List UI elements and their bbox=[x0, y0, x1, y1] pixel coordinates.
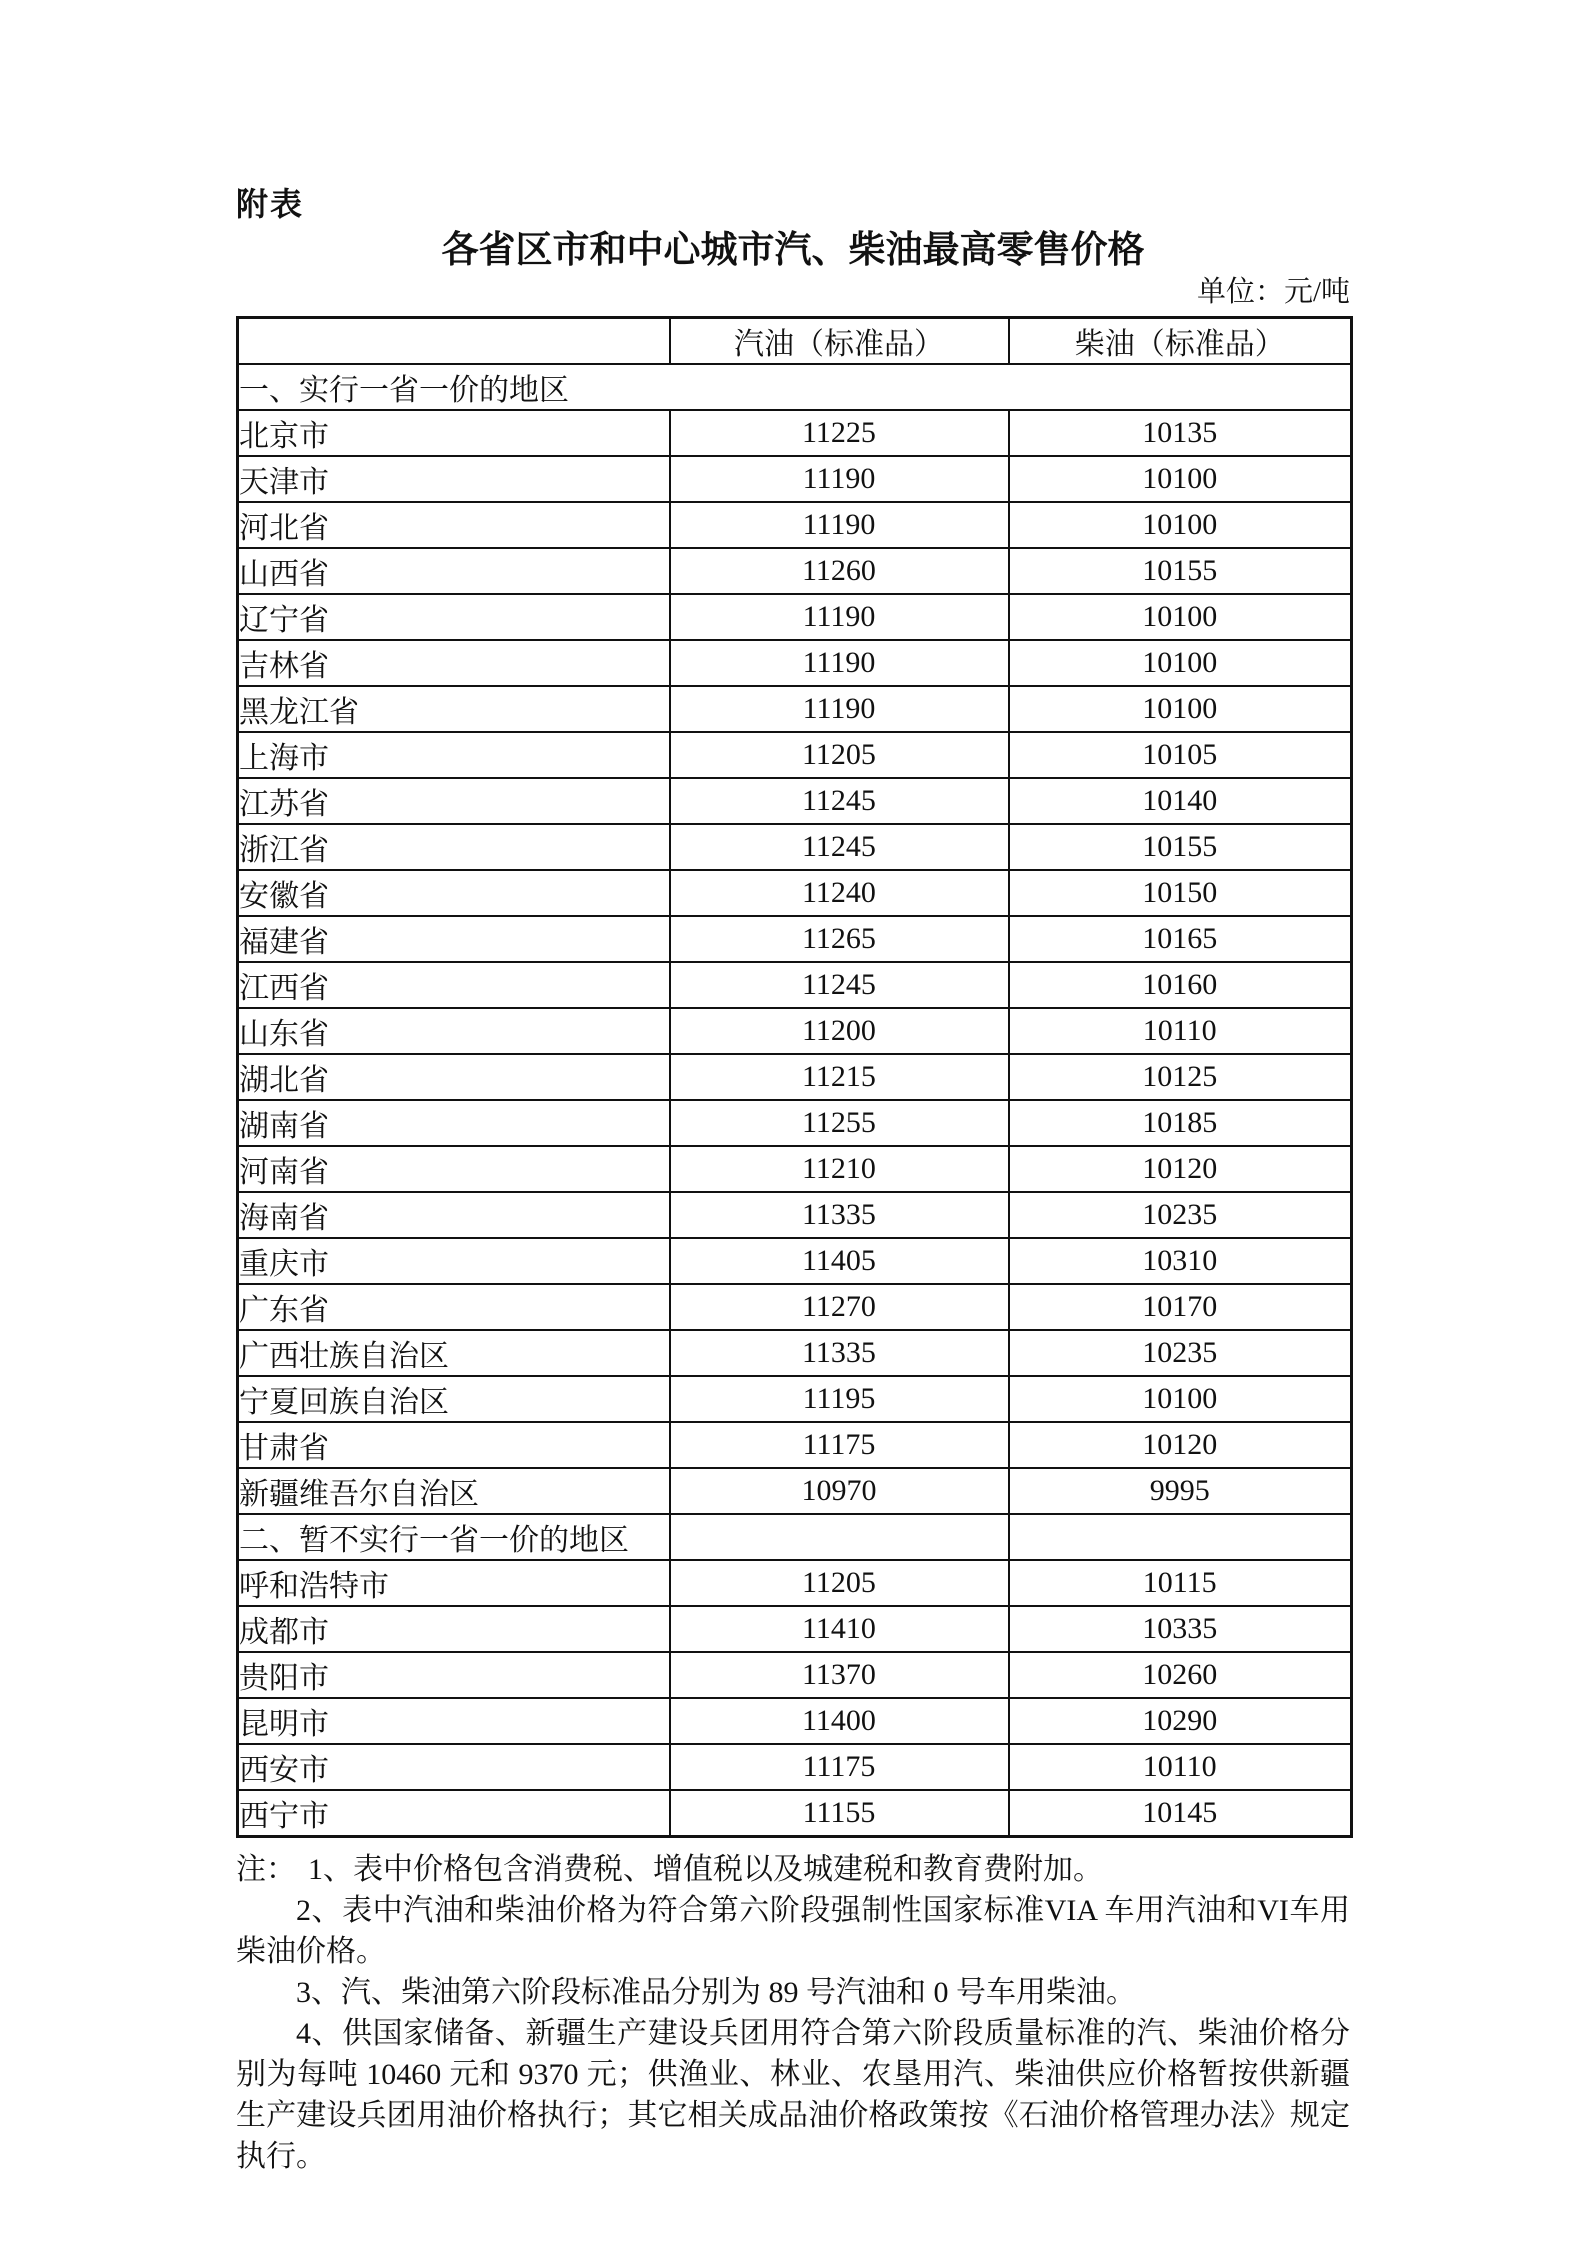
region-cell: 辽宁省 bbox=[238, 594, 670, 640]
diesel-price-cell: 10110 bbox=[1009, 1008, 1352, 1054]
region-cell: 昆明市 bbox=[238, 1698, 670, 1744]
table-row bbox=[238, 1652, 1352, 1698]
section-heading-cell: 一、实行一省一价的地区 bbox=[238, 364, 1352, 410]
gasoline-price-cell: 11255 bbox=[670, 1100, 1009, 1146]
table-row bbox=[238, 1698, 1352, 1744]
attachment-label: 附表 bbox=[236, 186, 305, 222]
note-paragraph bbox=[236, 1849, 1350, 1890]
table-row bbox=[238, 1422, 1352, 1468]
note-paragraph: 2、表中汽油和柴油价格为符合第六阶段强制性国家标准VIA 车用汽油和VI车用柴油价格。 bbox=[236, 1894, 1350, 1968]
gasoline-price-cell: 11210 bbox=[670, 1146, 1009, 1192]
gasoline-price-cell: 11370 bbox=[670, 1652, 1009, 1698]
diesel-price-cell: 10160 bbox=[1009, 962, 1352, 1008]
region-cell: 江西省 bbox=[238, 962, 670, 1008]
diesel-price-cell: 10140 bbox=[1009, 778, 1352, 824]
region-cell: 西安市 bbox=[238, 1744, 670, 1790]
region-cell: 西宁市 bbox=[238, 1790, 670, 1837]
section-heading-row bbox=[238, 364, 1352, 410]
region-cell: 成都市 bbox=[238, 1606, 670, 1652]
region-cell: 山东省 bbox=[238, 1008, 670, 1054]
table-row bbox=[238, 1008, 1352, 1054]
region-cell: 安徽省 bbox=[238, 870, 670, 916]
region-cell: 河南省 bbox=[238, 1146, 670, 1192]
gasoline-price-cell: 11245 bbox=[670, 962, 1009, 1008]
gasoline-price-cell: 11200 bbox=[670, 1008, 1009, 1054]
gasoline-price-cell: 11190 bbox=[670, 594, 1009, 640]
table-row bbox=[238, 594, 1352, 640]
region-cell: 福建省 bbox=[238, 916, 670, 962]
table-row bbox=[238, 1284, 1352, 1330]
diesel-price-cell: 10100 bbox=[1009, 640, 1352, 686]
table-row bbox=[238, 1146, 1352, 1192]
table-row bbox=[238, 1376, 1352, 1422]
table-row bbox=[238, 1054, 1352, 1100]
section-heading-row bbox=[238, 1514, 1352, 1560]
gasoline-price-cell: 11205 bbox=[670, 1560, 1009, 1606]
diesel-price-cell: 10165 bbox=[1009, 916, 1352, 962]
region-cell: 海南省 bbox=[238, 1192, 670, 1238]
region-cell: 北京市 bbox=[238, 410, 670, 456]
diesel-price-cell: 10185 bbox=[1009, 1100, 1352, 1146]
region-cell: 上海市 bbox=[238, 732, 670, 778]
unit-label: 单位：元/吨 bbox=[1196, 276, 1350, 308]
region-cell: 浙江省 bbox=[238, 824, 670, 870]
gasoline-price-cell: 11400 bbox=[670, 1698, 1009, 1744]
note-prefix: 注： bbox=[236, 1853, 296, 1886]
diesel-price-cell: 9995 bbox=[1009, 1468, 1352, 1514]
empty-cell bbox=[1009, 1514, 1352, 1560]
gasoline-price-cell: 11155 bbox=[670, 1790, 1009, 1837]
diesel-price-cell: 10290 bbox=[1009, 1698, 1352, 1744]
gasoline-price-cell: 11215 bbox=[670, 1054, 1009, 1100]
region-cell: 广东省 bbox=[238, 1284, 670, 1330]
gasoline-price-cell: 11225 bbox=[670, 410, 1009, 456]
diesel-price-cell: 10120 bbox=[1009, 1422, 1352, 1468]
table-row bbox=[238, 1606, 1352, 1652]
diesel-price-cell: 10235 bbox=[1009, 1330, 1352, 1376]
gasoline-column-header: 汽油（标准品） bbox=[670, 318, 1009, 365]
table-row bbox=[238, 870, 1352, 916]
table-row bbox=[238, 410, 1352, 456]
diesel-price-cell: 10170 bbox=[1009, 1284, 1352, 1330]
diesel-price-cell: 10260 bbox=[1009, 1652, 1352, 1698]
note-paragraph: 4、供国家储备、新疆生产建设兵团用符合第六阶段质量标准的汽、柴油价格分别为每吨 10460 元和 9370 元；供渔业、林业、农垦用汽、柴油供应价格暂按供新疆生产建设兵团用油价格执行；其它相关成品油价格政策按《石油价格管理办法》规定执行。 bbox=[236, 2017, 1350, 2173]
diesel-price-cell: 10335 bbox=[1009, 1606, 1352, 1652]
region-cell: 江苏省 bbox=[238, 778, 670, 824]
diesel-price-cell: 10135 bbox=[1009, 410, 1352, 456]
section-heading-cell: 二、暂不实行一省一价的地区 bbox=[238, 1514, 670, 1560]
table-row bbox=[238, 1744, 1352, 1790]
table-row bbox=[238, 962, 1352, 1008]
diesel-price-cell: 10100 bbox=[1009, 502, 1352, 548]
diesel-price-cell: 10145 bbox=[1009, 1790, 1352, 1837]
table-header-row bbox=[238, 318, 1352, 365]
table-row bbox=[238, 916, 1352, 962]
diesel-price-cell: 10100 bbox=[1009, 686, 1352, 732]
region-cell: 广西壮族自治区 bbox=[238, 1330, 670, 1376]
gasoline-price-cell: 11195 bbox=[670, 1376, 1009, 1422]
gasoline-price-cell: 11190 bbox=[670, 456, 1009, 502]
table-row bbox=[238, 1238, 1352, 1284]
gasoline-price-cell: 11175 bbox=[670, 1422, 1009, 1468]
gasoline-price-cell: 11240 bbox=[670, 870, 1009, 916]
gasoline-price-cell: 11175 bbox=[670, 1744, 1009, 1790]
table-row bbox=[238, 1468, 1352, 1514]
table-row bbox=[238, 1100, 1352, 1146]
table-row bbox=[238, 1330, 1352, 1376]
table-row bbox=[238, 1790, 1352, 1837]
table-row bbox=[238, 824, 1352, 870]
region-cell: 湖南省 bbox=[238, 1100, 670, 1146]
gasoline-price-cell: 11405 bbox=[670, 1238, 1009, 1284]
gasoline-price-cell: 11260 bbox=[670, 548, 1009, 594]
diesel-price-cell: 10125 bbox=[1009, 1054, 1352, 1100]
gasoline-price-cell: 11270 bbox=[670, 1284, 1009, 1330]
diesel-price-cell: 10100 bbox=[1009, 456, 1352, 502]
notes bbox=[236, 1849, 1350, 2177]
region-cell: 天津市 bbox=[238, 456, 670, 502]
diesel-price-cell: 10155 bbox=[1009, 548, 1352, 594]
table-row bbox=[238, 456, 1352, 502]
gasoline-price-cell: 10970 bbox=[670, 1468, 1009, 1514]
region-cell: 山西省 bbox=[238, 548, 670, 594]
note-text: 1、表中价格包含消费税、增值税以及城建税和教育费附加。 bbox=[308, 1853, 1103, 1886]
region-cell: 重庆市 bbox=[238, 1238, 670, 1284]
gasoline-price-cell: 11205 bbox=[670, 732, 1009, 778]
region-column-header bbox=[238, 318, 670, 365]
region-cell: 河北省 bbox=[238, 502, 670, 548]
table-row bbox=[238, 686, 1352, 732]
gasoline-price-cell: 11245 bbox=[670, 824, 1009, 870]
note-paragraph: 3、汽、柴油第六阶段标准品分别为 89 号汽油和 0 号车用柴油。 bbox=[296, 1976, 1136, 2009]
gasoline-price-cell: 11265 bbox=[670, 916, 1009, 962]
region-cell: 甘肃省 bbox=[238, 1422, 670, 1468]
gasoline-price-cell: 11245 bbox=[670, 778, 1009, 824]
diesel-price-cell: 10110 bbox=[1009, 1744, 1352, 1790]
table-row bbox=[238, 778, 1352, 824]
region-cell: 黑龙江省 bbox=[238, 686, 670, 732]
table-row bbox=[238, 732, 1352, 778]
table-row bbox=[238, 1560, 1352, 1606]
table-row bbox=[238, 548, 1352, 594]
diesel-price-cell: 10155 bbox=[1009, 824, 1352, 870]
diesel-price-cell: 10105 bbox=[1009, 732, 1352, 778]
diesel-price-cell: 10310 bbox=[1009, 1238, 1352, 1284]
diesel-price-cell: 10150 bbox=[1009, 870, 1352, 916]
page-title: 各省区市和中心城市汽、柴油最高零售价格 bbox=[441, 230, 1145, 271]
diesel-price-cell: 10100 bbox=[1009, 594, 1352, 640]
empty-cell bbox=[670, 1514, 1009, 1560]
table-row bbox=[238, 1192, 1352, 1238]
diesel-price-cell: 10120 bbox=[1009, 1146, 1352, 1192]
gasoline-price-cell: 11410 bbox=[670, 1606, 1009, 1652]
gasoline-price-cell: 11190 bbox=[670, 502, 1009, 548]
diesel-price-cell: 10100 bbox=[1009, 1376, 1352, 1422]
price-table-body bbox=[238, 318, 1352, 1837]
region-cell: 宁夏回族自治区 bbox=[238, 1376, 670, 1422]
gasoline-price-cell: 11190 bbox=[670, 686, 1009, 732]
region-cell: 贵阳市 bbox=[238, 1652, 670, 1698]
region-cell: 湖北省 bbox=[238, 1054, 670, 1100]
region-cell: 新疆维吾尔自治区 bbox=[238, 1468, 670, 1514]
price-table bbox=[236, 316, 1353, 1838]
table-row bbox=[238, 640, 1352, 686]
diesel-price-cell: 10235 bbox=[1009, 1192, 1352, 1238]
diesel-column-header: 柴油（标准品） bbox=[1009, 318, 1352, 365]
gasoline-price-cell: 11335 bbox=[670, 1192, 1009, 1238]
diesel-price-cell: 10115 bbox=[1009, 1560, 1352, 1606]
region-cell: 呼和浩特市 bbox=[238, 1560, 670, 1606]
table-row bbox=[238, 502, 1352, 548]
gasoline-price-cell: 11190 bbox=[670, 640, 1009, 686]
document-content bbox=[236, 0, 1350, 2177]
region-cell: 吉林省 bbox=[238, 640, 670, 686]
gasoline-price-cell: 11335 bbox=[670, 1330, 1009, 1376]
